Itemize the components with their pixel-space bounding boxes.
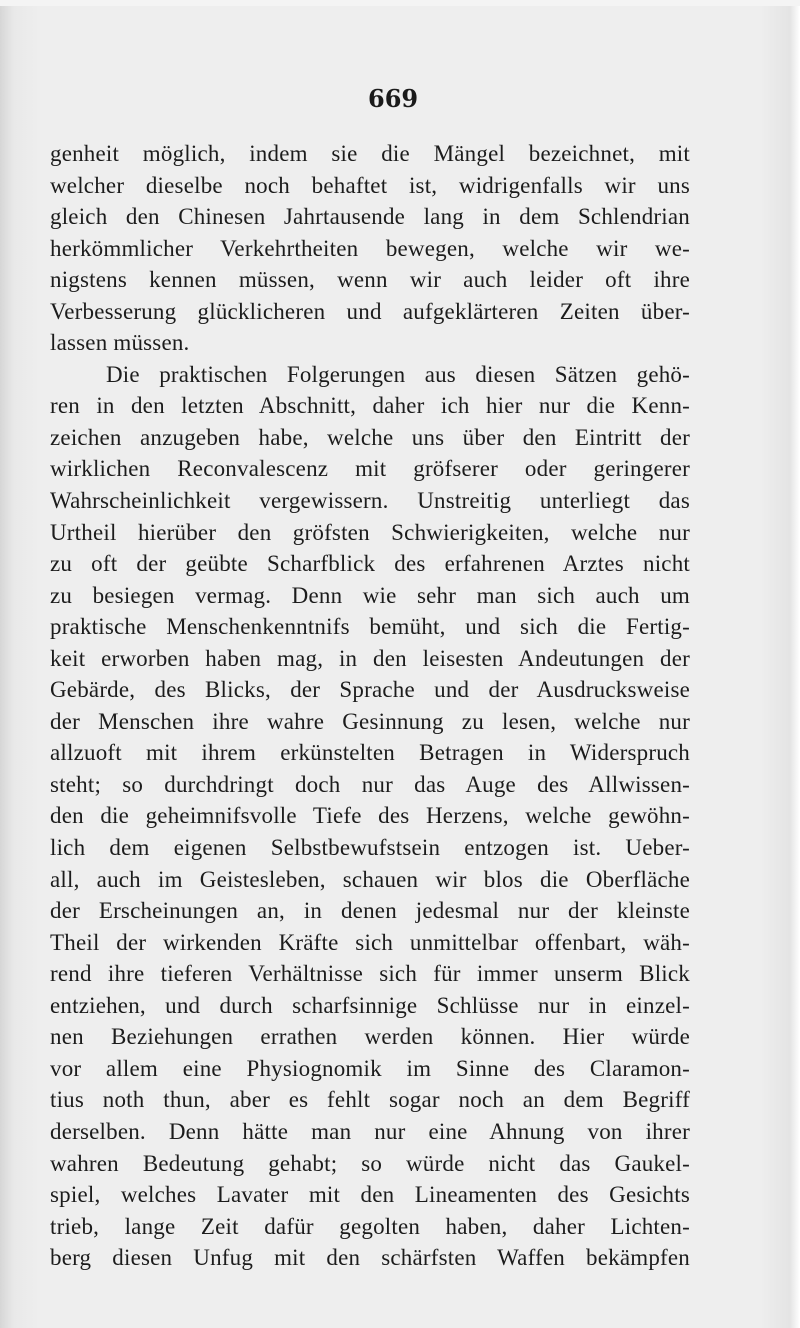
page-top-edge — [0, 0, 800, 6]
text-line: zeichen anzugeben habe, welche uns über den Eintritt der — [50, 424, 690, 450]
text-line: wirklichen Reconvalescenz mit gröfserer oder geringerer — [50, 456, 690, 482]
text-line: steht; so durchdringt doch nur das Auge des Allwissen- — [50, 771, 690, 797]
text-line: herkömmlicher Verkehrtheiten bewegen, welche wir we- — [50, 235, 690, 261]
text-line: vor allem eine Physiognomik im Sinne des Claramon- — [50, 1055, 690, 1081]
text-line: nigstens kennen müssen, wenn wir auch leider oft ihre — [50, 267, 690, 293]
text-line: lich dem eigenen Selbstbewufstsein entzogen ist. Ueber- — [50, 835, 690, 861]
text-line: derselben. Denn hätte man nur eine Ahnung von ihrer — [50, 1118, 690, 1144]
text-line: Verbesserung glücklicheren und aufgeklärteren Zeiten über- — [50, 298, 690, 324]
text-line: entziehen, und durch scharfsinnige Schlüsse nur in einzel- — [50, 992, 690, 1018]
text-line: all, auch im Geistesleben, schauen wir blos die Oberfläche — [50, 866, 690, 892]
text-line: der Menschen ihre wahre Gesinnung zu lesen, welche nur — [50, 708, 690, 734]
text-line: keit erworben haben mag, in den leisesten Andeutungen der — [50, 645, 690, 671]
page-number: 669 — [368, 84, 419, 113]
text-line: ren in den letzten Abschnitt, daher ich hier nur die Kenn- — [50, 393, 690, 419]
paragraph-start-line: Die praktischen Folgerungen aus diesen Sätzen gehö- — [106, 361, 690, 387]
text-line: Theil der wirkenden Kräfte sich unmittelbar offenbart, wäh- — [50, 929, 690, 955]
text-line: den die geheimnifsvolle Tiefe des Herzens, welche gewöhn- — [50, 803, 690, 829]
text-line: genheit möglich, indem sie die Mängel bezeichnet, mit — [50, 141, 690, 166]
text-line: wahren Bedeutung gehabt; so würde nicht das Gaukel- — [50, 1150, 690, 1176]
text-line: spiel, welches Lavater mit den Lineamenten des Gesichts — [50, 1182, 690, 1208]
text-line: Gebärde, des Blicks, der Sprache und der Ausdrucksweise — [50, 677, 690, 703]
text-line: lassen müssen. — [50, 330, 190, 356]
text-line: gleich den Chinesen Jahrtausende lang in dem Schlendrian — [50, 204, 690, 230]
text-line: berg diesen Unfug mit den schärfsten Waffen bekämpfen — [50, 1245, 690, 1271]
text-line: nen Beziehungen errathen werden können. Hier würde — [50, 1024, 690, 1050]
text-line: Urtheil hierüber den gröfsten Schwierigkeiten, welche nur — [50, 519, 690, 545]
text-line: rend ihre tieferen Verhältnisse sich für immer unserm Blick — [50, 961, 690, 987]
text-line: zu oft der geübte Scharfblick des erfahrenen Arztes nicht — [50, 551, 690, 577]
text-line: zu besiegen vermag. Denn wie sehr man sich auch um — [50, 582, 690, 608]
text-line: praktische Menschenkenntnifs bemüht, und sich die Fertig- — [50, 614, 690, 640]
text-line: der Erscheinungen an, in denen jedesmal nur der kleinste — [50, 898, 690, 924]
text-line: tius noth thun, aber es fehlt sogar noch an dem Begriff — [50, 1087, 690, 1113]
text-line: Wahrscheinlichkeit vergewissern. Unstreitig unterliegt das — [50, 488, 690, 514]
text-line: allzuoft mit ihrem erkünstelten Betragen in Widerspruch — [50, 740, 690, 766]
text-line: trieb, lange Zeit dafür gegolten haben, daher Lichten- — [50, 1213, 690, 1239]
text-line: welcher dieselbe noch behaftet ist, widrigenfalls wir uns — [50, 172, 690, 198]
body-text — [50, 138, 690, 1274]
